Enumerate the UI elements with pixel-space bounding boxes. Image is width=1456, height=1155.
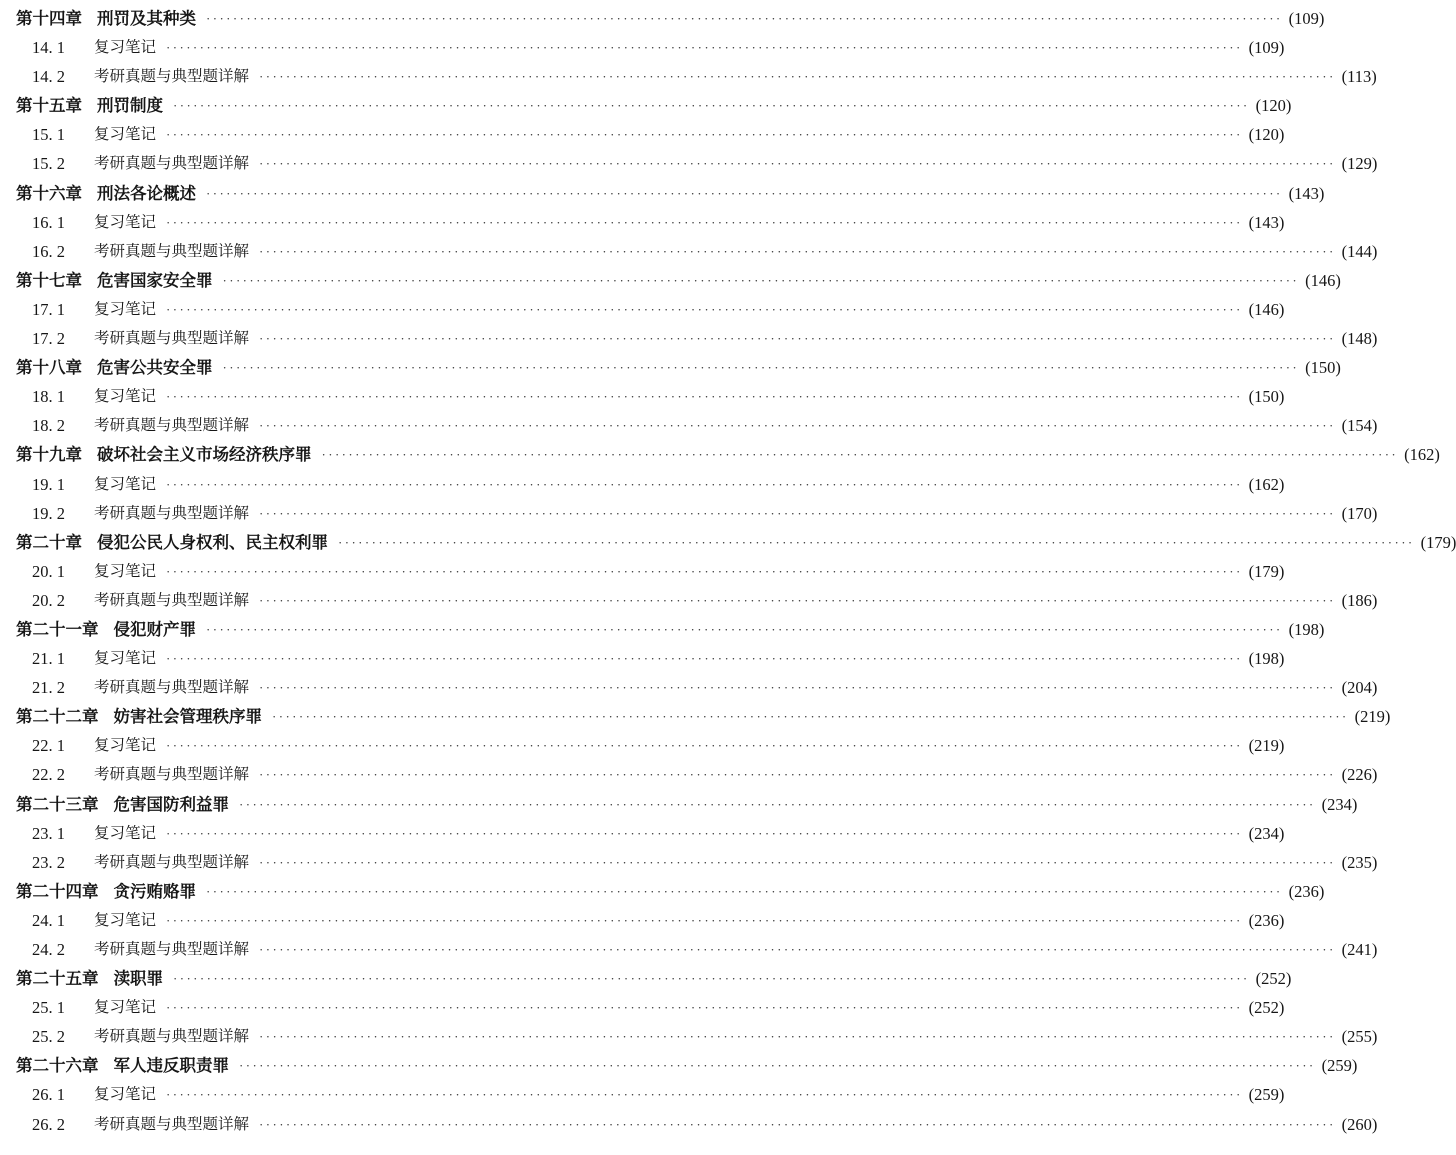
section-number: 21. 1 xyxy=(32,649,65,669)
page-number: (113) xyxy=(1341,67,1377,87)
toc-section-entry[interactable] xyxy=(16,237,1378,266)
toc-chapter-entry[interactable] xyxy=(16,702,1391,731)
page-number: (144) xyxy=(1341,241,1378,261)
section-number: 16. 2 xyxy=(32,241,65,261)
chapter-title: 刑法各论概述 xyxy=(97,183,196,203)
section-title: 复习笔记 xyxy=(94,649,157,668)
dot-leader: ································································································································································ xyxy=(259,767,1336,783)
page-number: (162) xyxy=(1404,445,1440,465)
page-number: (109) xyxy=(1288,9,1325,28)
page-number: (143) xyxy=(1288,183,1325,203)
page-number: (148) xyxy=(1341,329,1378,349)
toc-chapter-entry[interactable] xyxy=(16,179,1325,208)
section-number: 17. 1 xyxy=(32,299,65,319)
dot-leader: ································································································································································ xyxy=(166,825,1243,841)
page-number: (109) xyxy=(1248,38,1285,58)
dot-leader: ································································································································································ xyxy=(166,912,1243,928)
section-number: 25. 1 xyxy=(32,998,65,1018)
dot-leader: ································································································································································ xyxy=(259,592,1336,608)
chapter-number: 第二十三章 xyxy=(16,794,99,814)
toc-section-entry[interactable] xyxy=(16,33,1285,62)
section-number: 24. 1 xyxy=(32,910,65,930)
section-number: 15. 2 xyxy=(32,154,65,174)
toc-section-entry[interactable] xyxy=(16,848,1378,877)
toc-chapter-entry[interactable] xyxy=(16,4,1325,33)
section-number: 14. 2 xyxy=(32,67,65,87)
toc-section-entry[interactable] xyxy=(16,993,1285,1022)
dot-leader: ································································································································································ xyxy=(166,40,1243,56)
chapter-number: 第二十章 xyxy=(16,532,82,552)
section-number: 23. 1 xyxy=(32,823,65,843)
dot-leader: ································································································································································ xyxy=(239,1058,1316,1074)
toc-section-entry[interactable] xyxy=(16,644,1285,673)
toc-section-entry[interactable] xyxy=(16,499,1378,528)
section-title: 复习笔记 xyxy=(94,736,157,755)
section-number: 26. 1 xyxy=(32,1085,65,1105)
section-title: 考研真题与典型题详解 xyxy=(94,765,250,784)
dot-leader: ································································································································································ xyxy=(173,98,1250,114)
section-title: 复习笔记 xyxy=(94,823,157,842)
dot-leader: ································································································································································ xyxy=(166,301,1243,317)
page-number: (226) xyxy=(1341,765,1378,785)
toc-section-entry[interactable] xyxy=(16,1022,1378,1051)
toc-section-entry[interactable] xyxy=(16,149,1378,178)
section-title: 考研真题与典型题详解 xyxy=(94,678,250,697)
section-number: 21. 2 xyxy=(32,678,65,698)
page-number: (120) xyxy=(1248,125,1285,145)
dot-leader: ································································································································································ xyxy=(206,11,1283,26)
dot-leader: ································································································································································ xyxy=(259,156,1336,172)
toc-section-entry[interactable] xyxy=(16,62,1377,91)
section-title: 考研真题与典型题详解 xyxy=(94,416,250,435)
chapter-title: 贪污贿赂罪 xyxy=(113,881,196,901)
toc-section-entry[interactable] xyxy=(16,470,1285,499)
chapter-title: 军人违反职责罪 xyxy=(113,1056,229,1076)
page-number: (154) xyxy=(1341,416,1378,436)
chapter-title: 刑罚制度 xyxy=(97,96,163,116)
toc-section-entry[interactable] xyxy=(16,906,1285,935)
toc-chapter-entry[interactable] xyxy=(16,615,1325,644)
toc-chapter-entry[interactable] xyxy=(16,440,1440,469)
section-title: 考研真题与典型题详解 xyxy=(94,154,250,173)
page-number: (179) xyxy=(1420,532,1456,552)
toc-section-entry[interactable] xyxy=(16,819,1285,848)
page-number: (146) xyxy=(1305,270,1341,290)
chapter-title: 侵犯公民人身权利、民主权利罪 xyxy=(97,532,328,552)
page-number: (129) xyxy=(1341,154,1378,174)
dot-leader: ································································································································································ xyxy=(321,447,1399,463)
toc-section-entry[interactable] xyxy=(16,1110,1378,1139)
page-number: (198) xyxy=(1248,649,1285,669)
toc-section-entry[interactable] xyxy=(16,673,1378,702)
section-number: 19. 2 xyxy=(32,503,65,523)
toc-section-entry[interactable] xyxy=(16,760,1378,789)
section-number: 24. 2 xyxy=(32,940,65,959)
chapter-number: 第十八章 xyxy=(16,358,82,378)
toc-chapter-entry[interactable] xyxy=(16,353,1341,382)
chapter-number: 第十九章 xyxy=(16,445,82,465)
toc-section-entry[interactable] xyxy=(16,382,1285,411)
page-number: (219) xyxy=(1248,736,1285,756)
toc-chapter-entry[interactable] xyxy=(16,1051,1358,1080)
toc-section-entry[interactable] xyxy=(16,411,1378,440)
page-number: (259) xyxy=(1321,1056,1358,1076)
section-number: 18. 1 xyxy=(32,387,65,407)
toc-section-entry[interactable] xyxy=(16,586,1378,615)
dot-leader: ································································································································································ xyxy=(173,971,1250,987)
dot-leader: ································································································································································ xyxy=(166,563,1243,579)
toc-chapter-entry[interactable] xyxy=(16,877,1325,906)
chapter-number: 第二十四章 xyxy=(16,881,99,901)
page-number: (219) xyxy=(1354,707,1391,727)
section-number: 22. 2 xyxy=(32,765,65,785)
toc-chapter-entry[interactable] xyxy=(16,91,1292,120)
page-number: (241) xyxy=(1341,940,1378,959)
section-title: 复习笔记 xyxy=(94,125,157,144)
toc-section-entry[interactable] xyxy=(16,208,1285,237)
page-number: (162) xyxy=(1248,474,1285,494)
page-number: (255) xyxy=(1341,1027,1378,1047)
chapter-number: 第十六章 xyxy=(16,183,82,203)
section-title: 复习笔记 xyxy=(94,299,157,318)
section-number: 19. 1 xyxy=(32,474,65,494)
section-title: 考研真题与典型题详解 xyxy=(94,590,250,609)
section-title: 复习笔记 xyxy=(94,212,157,231)
page-number: (198) xyxy=(1288,619,1325,639)
dot-leader: ································································································································································ xyxy=(166,738,1243,754)
dot-leader: ································································································································································ xyxy=(259,1029,1336,1045)
dot-leader: ································································································································································ xyxy=(239,796,1316,812)
page-number: (186) xyxy=(1341,590,1378,610)
dot-leader: ································································································································································ xyxy=(259,331,1336,347)
page-number: (204) xyxy=(1341,678,1378,698)
dot-leader: ································································································································································ xyxy=(272,709,1349,725)
section-title: 考研真题与典型题详解 xyxy=(94,1114,250,1133)
section-title: 考研真题与典型题详解 xyxy=(94,67,250,86)
section-number: 20. 1 xyxy=(32,561,65,581)
section-title: 考研真题与典型题详解 xyxy=(94,329,250,348)
page-number: (235) xyxy=(1341,852,1378,872)
page-number: (150) xyxy=(1305,358,1341,378)
toc-section-entry[interactable] xyxy=(16,731,1285,760)
dot-leader: ································································································································································ xyxy=(259,942,1336,957)
dot-leader: ································································································································································ xyxy=(206,621,1283,637)
chapter-title: 妨害社会管理秩序罪 xyxy=(113,707,262,727)
page-number: (260) xyxy=(1341,1114,1378,1134)
page-number: (150) xyxy=(1248,387,1285,407)
chapter-title: 危害公共安全罪 xyxy=(97,358,213,378)
chapter-title: 侵犯财产罪 xyxy=(113,619,196,639)
toc-chapter-entry[interactable] xyxy=(16,790,1358,819)
toc-section-entry[interactable] xyxy=(16,557,1285,586)
dot-leader: ································································································································································ xyxy=(259,243,1336,259)
dot-leader: ································································································································································ xyxy=(259,1116,1336,1132)
chapter-title: 刑罚及其种类 xyxy=(97,9,196,28)
page-number: (259) xyxy=(1248,1085,1285,1105)
section-title: 复习笔记 xyxy=(94,387,157,406)
chapter-number: 第二十五章 xyxy=(16,969,99,989)
section-title: 复习笔记 xyxy=(94,910,157,929)
page-number: (143) xyxy=(1248,212,1285,232)
section-number: 14. 1 xyxy=(32,38,65,58)
dot-leader: ································································································································································ xyxy=(259,680,1336,696)
dot-leader: ································································································································································ xyxy=(338,534,1415,550)
toc-chapter-entry[interactable] xyxy=(16,528,1456,557)
section-number: 25. 2 xyxy=(32,1027,65,1047)
page-number: (120) xyxy=(1255,96,1292,116)
dot-leader: ································································································································································ xyxy=(166,127,1243,143)
page-number: (236) xyxy=(1288,881,1325,901)
section-title: 考研真题与典型题详解 xyxy=(94,1027,250,1046)
chapter-number: 第二十六章 xyxy=(16,1056,99,1076)
page-number: (236) xyxy=(1248,910,1285,930)
dot-leader: ································································································································································ xyxy=(166,389,1243,405)
chapter-title: 危害国家安全罪 xyxy=(97,270,213,290)
chapter-number: 第二十一章 xyxy=(16,619,99,639)
dot-leader: ································································································································································ xyxy=(222,272,1300,288)
section-title: 考研真题与典型题详解 xyxy=(94,241,250,260)
dot-leader: ································································································································································ xyxy=(259,418,1336,434)
section-number: 22. 1 xyxy=(32,736,65,756)
chapter-title: 危害国防利益罪 xyxy=(113,794,229,814)
dot-leader: ································································································································································ xyxy=(222,360,1300,376)
page-number: (179) xyxy=(1248,561,1285,581)
page-number: (234) xyxy=(1321,794,1358,814)
section-title: 考研真题与典型题详解 xyxy=(94,852,250,871)
section-number: 15. 1 xyxy=(32,125,65,145)
section-title: 复习笔记 xyxy=(94,474,157,493)
toc-list xyxy=(16,4,1456,1139)
chapter-title: 渎职罪 xyxy=(113,969,163,989)
toc-section-entry[interactable] xyxy=(16,324,1378,353)
dot-leader: ································································································································································ xyxy=(166,1000,1243,1016)
dot-leader: ································································································································································ xyxy=(259,854,1336,870)
section-title: 复习笔记 xyxy=(94,561,157,580)
section-title: 复习笔记 xyxy=(94,1085,157,1104)
page-number: (252) xyxy=(1248,998,1285,1018)
toc-section-entry[interactable] xyxy=(16,120,1285,149)
dot-leader: ································································································································································ xyxy=(206,185,1283,201)
chapter-number: 第二十二章 xyxy=(16,707,99,727)
chapter-number: 第十五章 xyxy=(16,96,82,116)
page-number: (234) xyxy=(1248,823,1285,843)
toc-section-entry[interactable] xyxy=(16,935,1378,964)
dot-leader: ································································································································································ xyxy=(259,505,1336,521)
dot-leader: ································································································································································ xyxy=(166,651,1243,667)
toc-section-entry[interactable] xyxy=(16,1080,1285,1109)
chapter-number: 第十七章 xyxy=(16,270,82,290)
section-number: 16. 1 xyxy=(32,212,65,232)
section-number: 23. 2 xyxy=(32,852,65,872)
chapter-number: 第十四章 xyxy=(16,9,82,28)
section-number: 26. 2 xyxy=(32,1114,65,1134)
dot-leader: ································································································································································ xyxy=(206,883,1283,899)
toc-section-entry[interactable] xyxy=(16,295,1285,324)
section-number: 20. 2 xyxy=(32,590,65,610)
section-title: 复习笔记 xyxy=(94,998,157,1017)
toc-chapter-entry[interactable] xyxy=(16,266,1341,295)
section-title: 考研真题与典型题详解 xyxy=(94,503,250,522)
chapter-title: 破坏社会主义市场经济秩序罪 xyxy=(97,445,312,465)
dot-leader: ································································································································································ xyxy=(166,476,1243,492)
toc-chapter-entry[interactable] xyxy=(16,964,1292,993)
page-number: (252) xyxy=(1255,969,1292,989)
page-number: (170) xyxy=(1341,503,1378,523)
section-title: 考研真题与典型题详解 xyxy=(94,940,250,958)
section-title: 复习笔记 xyxy=(94,38,157,57)
page-number: (146) xyxy=(1248,299,1285,319)
dot-leader: ································································································································································ xyxy=(166,1087,1243,1103)
dot-leader: ································································································································································ xyxy=(259,69,1336,85)
dot-leader: ································································································································································ xyxy=(166,214,1243,230)
section-number: 18. 2 xyxy=(32,416,65,436)
section-number: 17. 2 xyxy=(32,329,65,349)
